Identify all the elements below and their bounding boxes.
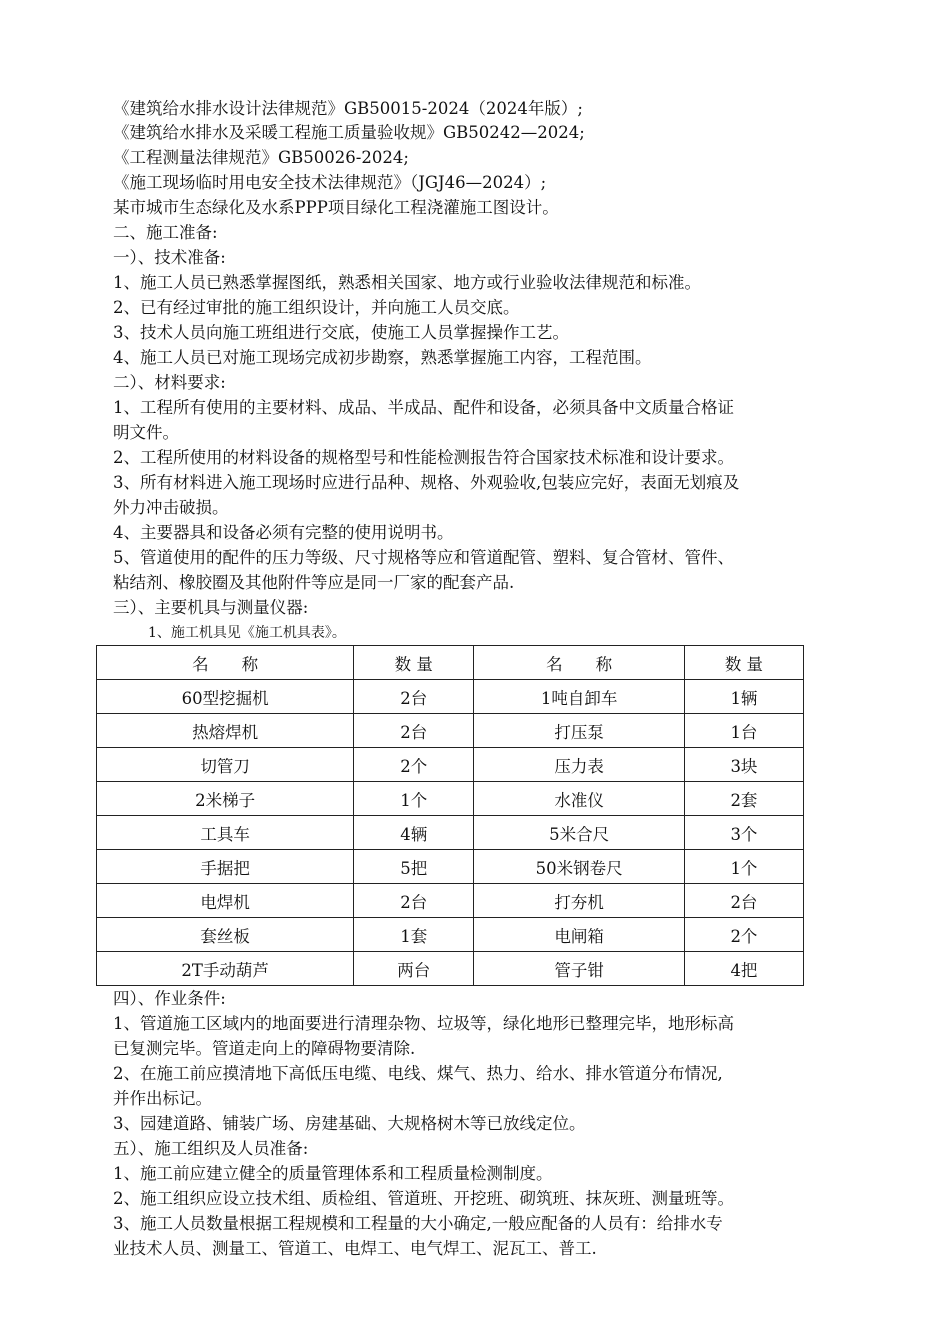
subsection-heading: 五）、施工组织及人员准备: <box>113 1139 309 1158</box>
table-cell: 电闸箱 <box>474 918 685 952</box>
table-row <box>97 850 804 884</box>
text-line: 1、工程所有使用的主要材料、成品、半成品、配件和设备，必须具备中文质量合格证 <box>113 398 734 417</box>
table-row <box>97 714 804 748</box>
table-row <box>97 748 804 782</box>
text-line: 某市城市生态绿化及水系PPP项目绿化工程浇灌施工图设计。 <box>113 198 559 217</box>
table-row <box>97 918 804 952</box>
table-cell: 4把 <box>684 952 803 986</box>
text-line: 2、工程所使用的材料设备的规格型号和性能检测报告符合国家技术标准和设计要求。 <box>113 448 734 467</box>
table-cell: 2T手动葫芦 <box>97 952 354 986</box>
text-line: 3、施工人员数量根据工程规模和工程量的大小确定,一般应配备的人员有：给排水专 <box>113 1214 723 1233</box>
text-line: 《建筑给水排水设计法律规范》GB50015-2024（2024年版）; <box>113 99 583 118</box>
table-header-row <box>97 646 804 680</box>
header-cell: 名 称 <box>97 646 354 680</box>
table-cell: 3个 <box>684 816 803 850</box>
text-line: 4、主要器具和设备必须有完整的使用说明书。 <box>113 523 454 542</box>
table-row <box>97 816 804 850</box>
table-cell: 1辆 <box>684 680 803 714</box>
text-line: 4、施工人员已对施工现场完成初步勘察，熟悉掌握施工内容，工程范围。 <box>113 348 652 367</box>
text-line: 3、园建道路、铺装广场、房建基础、大规格树木等已放线定位。 <box>113 1114 586 1133</box>
text-line: 1、施工前应建立健全的质量管理体系和工程质量检测制度。 <box>113 1164 553 1183</box>
table-row <box>97 952 804 986</box>
table-cell: 60型挖掘机 <box>97 680 354 714</box>
text-line: 3、所有材料进入施工现场时应进行品种、规格、外观验收,包装应完好，表面无划痕及 <box>113 473 740 492</box>
text-line: 《施工现场临时用电安全技术法律规范》（JGJ46—2024）; <box>113 173 547 192</box>
table-cell: 两台 <box>354 952 474 986</box>
text-line: 并作出标记。 <box>113 1089 212 1108</box>
table-cell: 1个 <box>684 850 803 884</box>
text-line: 1、管道施工区域内的地面要进行清理杂物、垃圾等，绿化地形已整理完毕，地形标高 <box>113 1014 734 1033</box>
table-cell: 5米合尺 <box>474 816 685 850</box>
table-cell: 套丝板 <box>97 918 354 952</box>
table-cell: 手据把 <box>97 850 354 884</box>
table-row <box>97 884 804 918</box>
subsection-heading: 一）、技术准备: <box>113 248 226 267</box>
table-cell: 2米梯子 <box>97 782 354 816</box>
text-line: 《工程测量法律规范》GB50026-2024; <box>113 148 409 167</box>
table-cell: 4辆 <box>354 816 474 850</box>
table-cell: 打压泵 <box>474 714 685 748</box>
text-line: 5、管道使用的配件的压力等级、尺寸规格等应和管道配管、塑料、复合管材、管件、 <box>113 548 734 567</box>
header-cell: 名 称 <box>474 646 685 680</box>
table-cell: 热熔焊机 <box>97 714 354 748</box>
table-cell: 打夯机 <box>474 884 685 918</box>
text-line: 明文件。 <box>113 423 179 442</box>
table-cell: 管子钳 <box>474 952 685 986</box>
section-heading: 二、施工准备: <box>113 223 218 242</box>
table-row <box>97 680 804 714</box>
table-cell: 2台 <box>684 884 803 918</box>
text-line: 1、施工人员已熟悉掌握图纸，熟悉相关国家、地方或行业验收法律规范和标准。 <box>113 273 701 292</box>
table-cell: 切管刀 <box>97 748 354 782</box>
text-line: 《建筑给水排水及采暖工程施工质量验收规》GB50242—2024; <box>113 123 585 142</box>
table-cell: 1套 <box>354 918 474 952</box>
text-line: 已复测完毕。管道走向上的障碍物要清除. <box>113 1039 416 1058</box>
table-cell: 1台 <box>684 714 803 748</box>
table-cell: 2个 <box>354 748 474 782</box>
table-cell: 1吨自卸车 <box>474 680 685 714</box>
table-cell: 工具车 <box>97 816 354 850</box>
subsection-heading: 三）、主要机具与测量仪器: <box>113 598 309 617</box>
text-line: 粘结剂、橡胶圈及其他附件等应是同一厂家的配套产品. <box>113 573 515 592</box>
table-cell: 2台 <box>354 884 474 918</box>
header-cell: 数 量 <box>684 646 803 680</box>
table-cell: 3块 <box>684 748 803 782</box>
text-line: 2、在施工前应摸清地下高低压电缆、电线、煤气、热力、给水、排水管道分布情况, <box>113 1064 723 1083</box>
text-line: 3、技术人员向施工班组进行交底，使施工人员掌握操作工艺。 <box>113 323 569 342</box>
table-cell: 水准仪 <box>474 782 685 816</box>
table-cell: 5把 <box>354 850 474 884</box>
text-line: 外力冲击破损。 <box>113 498 229 517</box>
table-caption: 1、施工机具见《施工机具表》。 <box>148 625 346 641</box>
table-cell: 压力表 <box>474 748 685 782</box>
subsection-heading: 二）、材料要求: <box>113 373 226 392</box>
table-cell: 1个 <box>354 782 474 816</box>
table-cell: 电焊机 <box>97 884 354 918</box>
table-cell: 2台 <box>354 680 474 714</box>
text-line: 2、施工组织应设立技术组、质检组、管道班、开挖班、砌筑班、抹灰班、测量班等。 <box>113 1189 734 1208</box>
subsection-heading: 四）、作业条件: <box>113 989 226 1008</box>
text-line: 2、已有经过审批的施工组织设计，并向施工人员交底。 <box>113 298 520 317</box>
table-cell: 2台 <box>354 714 474 748</box>
text-line: 业技术人员、测量工、管道工、电焊工、电气焊工、泥瓦工、普工. <box>113 1239 597 1258</box>
header-cell: 数 量 <box>354 646 474 680</box>
table-cell: 50米钢卷尺 <box>474 850 685 884</box>
equipment-table <box>96 645 804 986</box>
table-row <box>97 782 804 816</box>
table-cell: 2个 <box>684 918 803 952</box>
table-cell: 2套 <box>684 782 803 816</box>
